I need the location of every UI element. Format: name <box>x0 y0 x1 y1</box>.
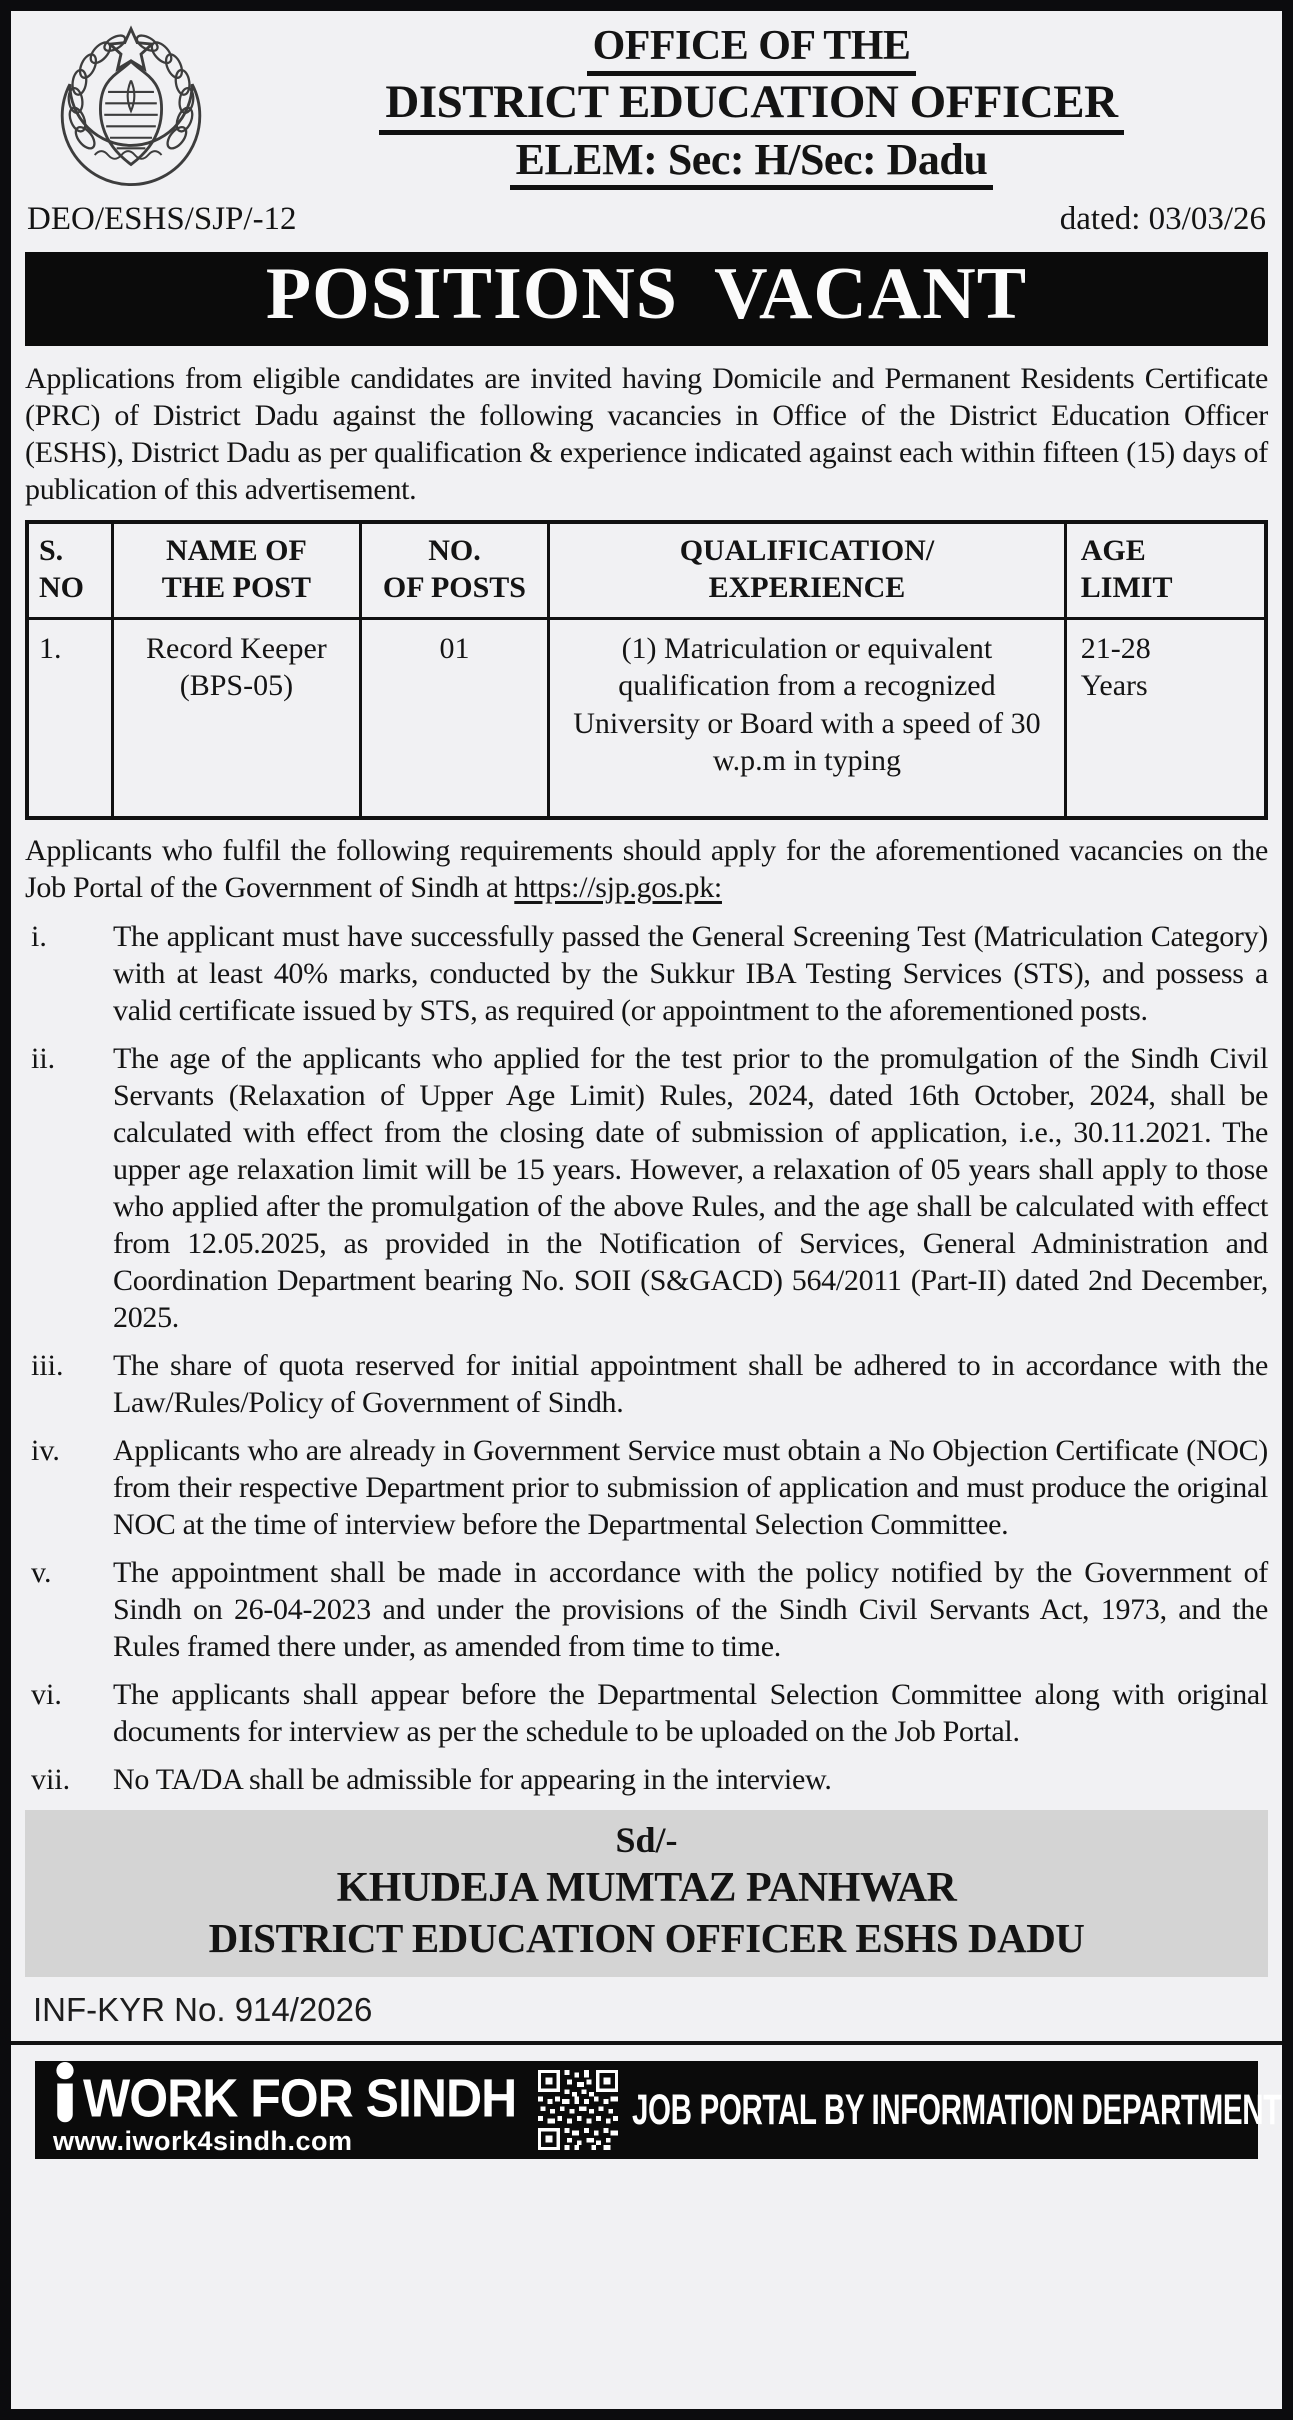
cell-post-name: Record Keeper (BPS-05) <box>112 618 360 818</box>
item-text: The applicants shall appear before the Departmental Selection Committee along with original documents for interview as per the schedule to be uploaded on the Job Portal. <box>113 1678 1268 1749</box>
item-numeral: v. <box>31 1556 52 1590</box>
item-numeral: i. <box>31 920 47 954</box>
table-row <box>27 618 1266 818</box>
signatory-title: DISTRICT EDUCATION OFFICER ESHS DADU <box>208 1914 1085 1961</box>
item-text: Applicants who are already in Government Service must obtain a No Objection Certificate (NOC) from their respective Department prior to submission of application and must produce the original NOC at the time of interview before the Departmental Selection Committee. <box>113 1434 1268 1542</box>
list-item <box>25 1432 1268 1543</box>
inf-number: INF-KYR No. 914/2026 <box>33 1990 373 2028</box>
requirements-list <box>25 918 1268 1798</box>
office-titles <box>235 21 1268 190</box>
reference-number: DEO/ESHS/SJP/-12 <box>27 201 297 237</box>
office-title-line2: DISTRICT EDUCATION OFFICER <box>379 76 1123 135</box>
list-item <box>25 1554 1268 1665</box>
item-text: The age of the applicants who applied for the test prior to the promulgation of the Sindh Civil Servants (Relaxation of Upper Age Limit) Rules, 2024, dated 16th October, 2024, shall be calculated with effect from the closing date of submission of application, i.e., 30.11.2021. The upper age relaxation limit will be 15 years. However, a relaxation of 05 years shall apply to those who applied after the promulgation of the above Rules, and the age shall be calculated with effect from 12.05.2025, as provided in the Notification of Services, General Administration and Coordination Department bearing No. SOII (S&GACD) 564/2011 (Part-II) dated 2nd December, 2025. <box>113 1042 1268 1335</box>
sd-label: Sd/- <box>615 1820 678 1861</box>
i-person-icon <box>53 2062 77 2124</box>
list-item <box>25 1676 1268 1750</box>
qr-code-icon <box>538 2070 618 2150</box>
list-item <box>25 1761 1268 1798</box>
col-header-no-of-posts: NO. OF POSTS <box>360 522 548 619</box>
col-header-sno: S. NO <box>27 522 112 619</box>
cell-age-limit: 21-28 Years <box>1065 618 1266 818</box>
apply-note-text: Applicants who fulfil the following requirements should apply for the aforementioned vacancies on the Job Portal of the Government of Sindh at <box>25 834 1268 905</box>
footer-website: www.iwork4sindh.com <box>53 2126 353 2157</box>
divider-rule <box>11 2041 1282 2045</box>
col-header-qualification: QUALIFICATION/ EXPERIENCE <box>549 522 1066 619</box>
vacancy-table <box>25 520 1268 821</box>
item-numeral: iv. <box>31 1434 60 1468</box>
footer-banner <box>35 2061 1282 2159</box>
item-numeral: iii. <box>31 1349 64 1383</box>
office-title-line1: OFFICE OF THE <box>587 23 917 76</box>
item-numeral: vi. <box>31 1678 62 1712</box>
office-title-line3: ELEM: Sec: H/Sec: Dadu <box>510 135 994 190</box>
item-numeral: vii. <box>31 1763 71 1797</box>
item-text: The share of quota reserved for initial appointment shall be adhered to in accordance with the Law/Rules/Policy of Government of Sindh. <box>113 1349 1268 1420</box>
col-header-post-name: NAME OF THE POST <box>112 522 360 619</box>
advertisement-content <box>11 11 1282 2409</box>
cell-qualification: (1) Matriculation or equivalent qualification from a recognized University or Board with a speed of 30 w.p.m in typing <box>549 618 1066 818</box>
footer-logo-text: WORK FOR SINDH <box>83 2067 517 2129</box>
col-header-age-limit: AGE LIMIT <box>1065 522 1266 619</box>
cell-no-of-posts: 01 <box>360 618 548 818</box>
intro-paragraph: Applications from eligible candidates are invited having Domicile and Permanent Residents Certificate (PRC) of District Dadu against the following vacancies in Office of the District Education Officer (ESHS), District Dadu as per qualification & experience indicated against each within fifteen (15) days of publication of this advertisement. <box>25 361 1268 506</box>
list-item <box>25 1347 1268 1421</box>
item-numeral: ii. <box>31 1042 56 1076</box>
date-label: dated: 03/03/26 <box>1059 201 1266 237</box>
header <box>25 21 1268 193</box>
footer-tagline: JOB PORTAL BY INFORMATION DEPARTMENT <box>632 2085 1282 2133</box>
item-text: The appointment shall be made in accordance with the policy notified by the Government of Sindh on 26-04-2023 and under the provisions of the Sindh Civil Servants Act, 1973, and the Rules framed there under, as amended from time to time. <box>113 1556 1268 1664</box>
cell-sno: 1. <box>27 618 112 818</box>
sindh-government-emblem-icon <box>31 25 231 197</box>
list-item <box>25 918 1268 1029</box>
positions-vacant-banner: POSITIONS VACANT <box>25 252 1268 346</box>
table-header-row <box>27 522 1266 619</box>
list-item <box>25 1040 1268 1336</box>
signatory-name: KHUDEJA MUMTAZ PANHWAR <box>336 1865 957 1912</box>
job-portal-link[interactable]: https://sjp.gos.pk: <box>514 871 722 905</box>
reference-row <box>25 201 1268 238</box>
item-text: The applicant must have successfully passed the General Screening Test (Matriculation Category) with at least 40% marks, conducted by the Sukkur IBA Testing Services (STS), and possess a valid certificate issued by STS, as required (or appointment to the aforementioned posts. <box>113 920 1268 1028</box>
signature-block <box>25 1810 1268 1977</box>
iworkforsindh-logo <box>53 2062 516 2157</box>
item-text: No TA/DA shall be admissible for appearing in the interview. <box>113 1763 832 1797</box>
apply-note <box>25 832 1268 906</box>
